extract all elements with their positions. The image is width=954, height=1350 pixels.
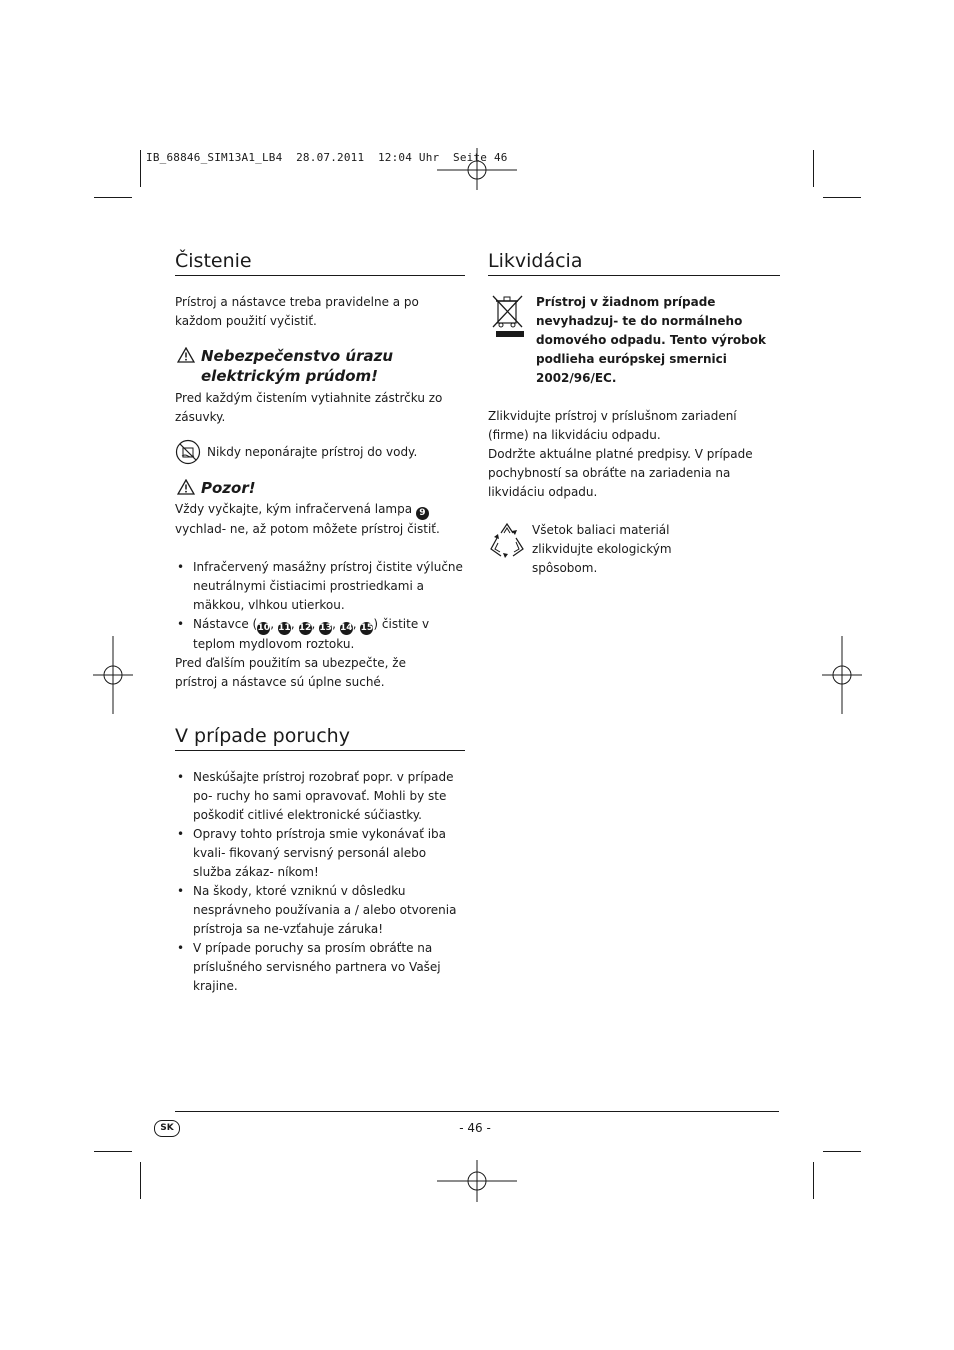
cleaning-bullets <box>175 558 465 654</box>
crop-mark <box>94 197 132 198</box>
cooling-instruction <box>175 500 465 539</box>
list-item: • Na škody, ktoré vzniknú v dôsledku nesprávneho používania a / alebo otvorenia prístroja sa ne-vzťahuje záruka! <box>175 882 465 939</box>
crossed-bin-icon <box>488 293 528 341</box>
warning-triangle-icon <box>177 347 195 363</box>
weee-notice: Prístroj v žiadnom prípade nevyhadzuj- te do normálneho domového odpadu. Tento výrobok podlieha európskej smernici 2002/96/EC. <box>536 295 766 385</box>
warning-title-line1: Nebezpečenstvo úrazu <box>201 347 394 365</box>
list-item: • Infračervený masážny prístroj čistite výlučne neutrálnymi čistiacimi prostriedkami a mäkkou, vlhkou utierkou. <box>175 558 465 615</box>
section-title-cleaning: Čistenie <box>175 252 465 276</box>
left-column <box>175 252 465 996</box>
crop-mark <box>823 197 861 198</box>
cooling-text-before: Vždy vyčkajte, kým infračervená lampa <box>175 502 413 516</box>
right-column <box>488 252 780 578</box>
attachment-number-badge: 14 <box>340 623 353 633</box>
list-item: • Nástavce (10, 11, 12, 13, 14, 15) čistite v teplom mydlovom roztoku. <box>175 615 465 654</box>
attachment-number-badge: 15 <box>360 623 374 633</box>
lamp-number-badge: 9 <box>416 507 429 520</box>
attachments-text-before: Nástavce ( <box>193 617 258 631</box>
attachment-number-badge: 11 <box>278 623 291 633</box>
cleaning-intro: Prístroj a nástavce treba pravidelne a po každom použití vyčistiť. <box>175 295 419 328</box>
no-immersion-icon <box>175 439 201 465</box>
footer-rule <box>175 1111 779 1112</box>
no-water-text: Nikdy neponárajte prístroj do vody. <box>207 444 418 459</box>
cooling-text-after: vychlad- ne, až potom môžete prístroj čistiť. <box>175 522 440 536</box>
dry-note: Pred ďalším použitím sa ubezpečte, že prístroj a nástavce sú úplne suché. <box>175 656 406 689</box>
registration-mark-icon <box>93 636 133 714</box>
recycling-icon <box>488 521 526 559</box>
crop-mark <box>813 150 814 187</box>
attachment-number-badge: 12 <box>298 623 312 633</box>
registration-mark-icon <box>437 1160 517 1202</box>
packaging-note: Všetok baliaci materiál zlikvidujte ekologickým spôsobom. <box>532 523 672 575</box>
no-water-row <box>175 439 465 465</box>
attachments-text-after: ) čistite v teplom mydlovom roztoku. <box>193 617 430 651</box>
caution-warning <box>175 478 465 498</box>
section-title-disposal: Likvidácia <box>488 252 780 276</box>
warning-triangle-icon <box>177 479 195 495</box>
section-title-fault: V prípade poruchy <box>175 727 465 751</box>
list-item: • Neskúšajte prístroj rozobrať popr. v prípade po- ruchy ho sami opravovať. Mohli by ste poškodiť citlivé elektronické súčiastky. <box>175 768 465 825</box>
page-number: - 46 - <box>459 1121 491 1135</box>
attachment-number-badge: 13 <box>319 623 332 633</box>
registration-mark-icon <box>437 148 517 190</box>
caution-title: Pozor! <box>201 479 256 497</box>
weee-notice-row <box>488 293 780 388</box>
disposal-facility: Zlikvidujte prístroj v príslušnom zariadení (firme) na likvidáciu odpadu. <box>488 409 737 442</box>
unplug-instruction: Pred každým čistením vytiahnite zástrčku zo zásuvky. <box>175 391 443 424</box>
registration-mark-icon <box>822 636 862 714</box>
language-badge: SK <box>154 1120 180 1137</box>
list-item: • Opravy tohto prístroja smie vykonávať iba kvali- fikovaný servisný personál alebo služba zákaz- níkom! <box>175 825 465 882</box>
disposal-regulations: Dodržte aktuálne platné predpisy. V prípade pochybností sa obráťte na zariadenia na likvidáciu odpadu. <box>488 447 753 499</box>
warning-title-line2: elektrickým prúdom! <box>201 367 378 385</box>
attachment-number-badge: 10 <box>257 623 270 633</box>
crop-mark <box>813 1162 814 1199</box>
crop-mark <box>94 1151 132 1152</box>
list-item: • V prípade poruchy sa prosím obráťte na príslušného servisného partnera vo Vašej krajine. <box>175 939 465 996</box>
electric-shock-warning <box>175 346 465 386</box>
crop-mark <box>823 1151 861 1152</box>
crop-mark <box>140 150 141 187</box>
fault-bullets <box>175 768 465 996</box>
crop-mark <box>140 1162 141 1199</box>
print-header: IB_68846_SIM13A1_LB4 28.07.2011 12:04 Uhr Seite 46 <box>146 151 508 164</box>
packaging-row <box>488 521 780 578</box>
